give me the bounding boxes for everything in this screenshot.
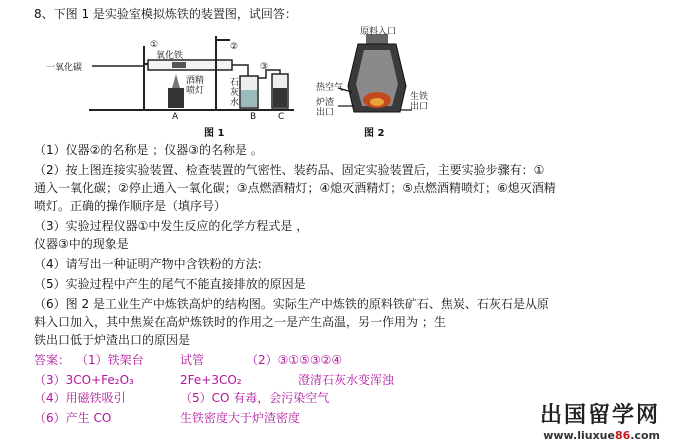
label-iron-outlet: 生铁出口 bbox=[410, 92, 429, 112]
figure-1-caption: 图 1 bbox=[204, 128, 225, 139]
watermark-title: 出国留学网 bbox=[539, 403, 660, 428]
label-slag-outlet: 炉渣出口 bbox=[316, 98, 335, 118]
answer-1b: 试管 bbox=[180, 353, 205, 367]
answer-1: （1）铁架台 bbox=[76, 353, 144, 367]
answer-2: （2）③①⑤③②④ bbox=[246, 353, 343, 367]
figure-1-apparatus bbox=[44, 26, 304, 138]
label-raw-inlet: 原料入口 bbox=[360, 27, 397, 37]
question-title: 8、下图 1 是实验室模拟炼铁的装置图，试回答： bbox=[34, 7, 297, 21]
question-2-line-3: 喷灯。正确的操作顺序是（填序号） bbox=[34, 199, 227, 213]
question-6-line-1: （6）图 2 是工业生产中炼铁高炉的结构图。实际生产中炼铁的原料铁矿石、焦炭、石灰石是从原 bbox=[34, 297, 549, 311]
question-5: （5）实验过程中产生的尾气不能直接排放的原因是 bbox=[34, 277, 306, 291]
watermark-url bbox=[540, 429, 660, 442]
watermark-url-suffix: .com bbox=[630, 429, 660, 442]
question-2-line-2: 通入一氧化碳；②停止通入一氧化碳；③点燃酒精灯；④熄灭酒精灯；⑤点燃酒精喷灯；⑥熄灭酒精 bbox=[34, 181, 556, 195]
site-watermark bbox=[540, 398, 660, 442]
label-circle-3: ③ bbox=[260, 62, 269, 72]
question-4: （4）请写出一种证明产物中含铁粉的方法: bbox=[34, 257, 262, 271]
answer-5: （5）CO 有毒，会污染空气 bbox=[180, 391, 330, 405]
figure-2-caption: 图 2 bbox=[364, 128, 385, 139]
figure-2-furnace bbox=[316, 26, 430, 139]
answer-label: 答案： bbox=[34, 353, 71, 367]
question-6-line-2: 料入口加入，其中焦炭在高炉炼铁时的作用之一是产生高温，另一作用为 ；生 bbox=[34, 315, 446, 329]
label-co-gas: 一氧化碳 bbox=[46, 63, 83, 73]
label-iron-oxide: 氧化铁 bbox=[156, 51, 184, 61]
answer-4: （4）用磁铁吸引 bbox=[34, 391, 126, 405]
question-6-line-3: 铁出口低于炉渣出口的原因是 bbox=[34, 333, 191, 347]
label-limewater: 石灰水 bbox=[230, 78, 240, 108]
watermark-url-num: 86 bbox=[614, 429, 631, 442]
answer-6b: 生铁密度大于炉渣密度 bbox=[180, 411, 301, 425]
answer-3b: 2Fe+3CO₂ bbox=[180, 373, 242, 387]
answer-3c: 澄清石灰水变浑浊 bbox=[298, 373, 395, 387]
label-circle-1: ① bbox=[150, 40, 159, 50]
label-B: B bbox=[250, 112, 257, 122]
label-A: A bbox=[172, 112, 179, 122]
question-2-line-1: （2）按上图连接实验装置、检查装置的气密性、装药品、固定实验装置后，主要实验步骤有：① bbox=[34, 163, 545, 177]
question-3-line-1: （3）实验过程仪器①中发生反应的化学方程式是 ， bbox=[34, 219, 309, 233]
label-C: C bbox=[278, 112, 285, 122]
label-hot-air: 热空气 bbox=[316, 83, 344, 93]
question-1: （1）仪器②的名称是 ；仪器③的名称是 。 bbox=[34, 143, 263, 157]
answer-6: （6）产生 CO bbox=[34, 411, 112, 425]
question-3-line-2: 仪器③中的现象是 bbox=[34, 237, 129, 251]
label-lamp: 酒精喷灯 bbox=[186, 76, 205, 96]
watermark-url-prefix: www.liuxue bbox=[543, 429, 615, 442]
answer-3: （3）3CO+Fe₂O₃ bbox=[34, 373, 134, 387]
label-circle-2: ② bbox=[230, 42, 239, 52]
